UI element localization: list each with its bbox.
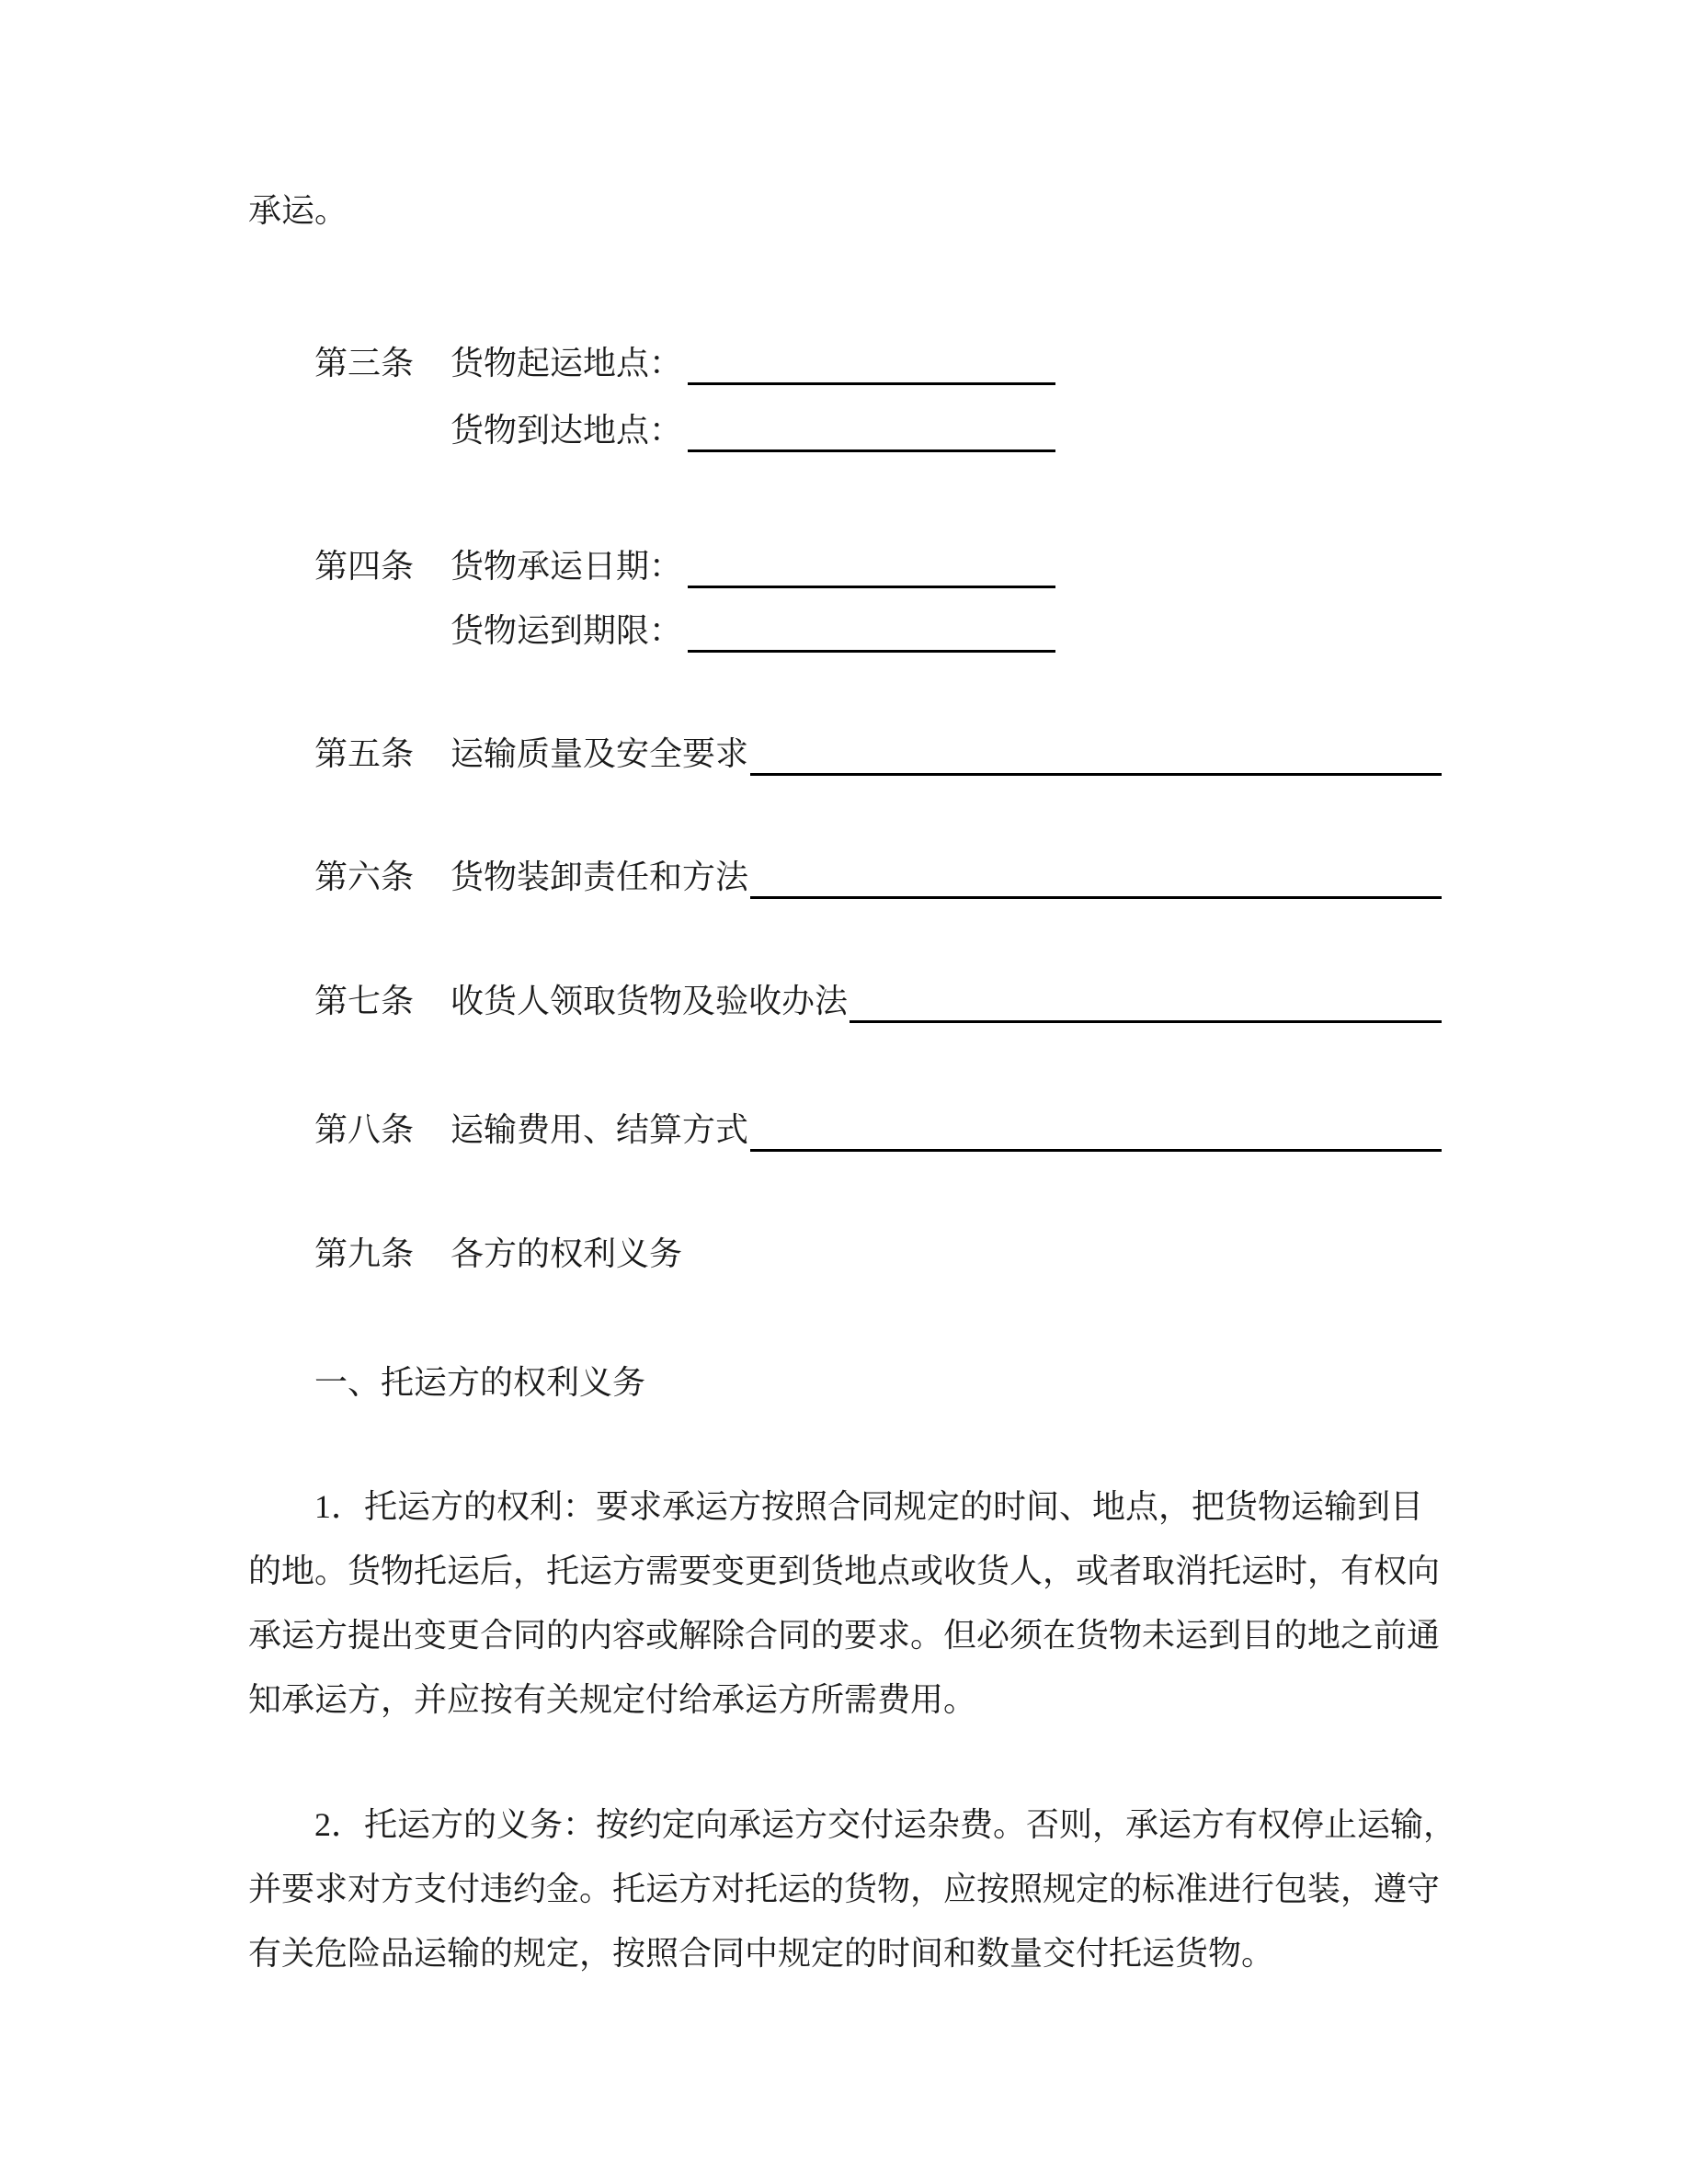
article-4-term: 第四条: [314, 548, 415, 585]
paragraph-line: 2．托运方的义务：按约定向承运方交付运杂费。否则，承运方有权停止运输，: [314, 1806, 1457, 1843]
rights-obligations-label: 各方的权利义务: [451, 1235, 683, 1272]
carriage-date-blank[interactable]: [688, 548, 1055, 588]
arrival-deadline-blank[interactable]: [688, 612, 1055, 653]
article-4-arrival-deadline-row: [314, 609, 1442, 653]
arrival-deadline-label: 货物运到期限：: [451, 612, 683, 649]
carriage-date-label: 货物承运日期：: [451, 548, 683, 585]
article-3-term: 第三条: [314, 345, 415, 381]
transport-quality-safety-label: 运输质量及安全要求: [451, 735, 749, 772]
loading-unloading-blank[interactable]: [750, 859, 1442, 899]
article-6-term: 第六条: [314, 859, 415, 895]
article-5-row: [314, 732, 1442, 776]
article-3-origin-row: [314, 341, 1442, 385]
article-7-row: [314, 979, 1442, 1023]
article-8-row: [314, 1108, 1442, 1152]
article-4: [248, 544, 1442, 653]
article-6: [248, 855, 1442, 899]
article-5: [248, 732, 1442, 776]
article-9: [248, 1232, 1442, 1276]
article-9-row: [314, 1232, 1442, 1276]
shipper-rights-paragraph: [248, 1474, 1442, 1732]
paragraph-line: 承运方提出变更合同的内容或解除合同的要求。但必须在货物未运到目的地之前通: [248, 1617, 1441, 1654]
origin-location-label: 货物起运地点：: [451, 345, 683, 381]
consignee-acceptance-label: 收货人领取货物及验收办法: [451, 983, 849, 1019]
article-7: [248, 979, 1442, 1023]
shipper-obligations-paragraph: [248, 1792, 1457, 1985]
loading-unloading-label: 货物装卸责任和方法: [451, 859, 749, 895]
paragraph-line: 的地。货物托运后，托运方需要变更到货地点或收货人，或者取消托运时，有权向: [248, 1553, 1441, 1589]
article-3: [248, 341, 1442, 452]
origin-location-blank[interactable]: [688, 345, 1055, 385]
article-4-carriage-date-row: [314, 544, 1442, 588]
article-8: [248, 1108, 1442, 1152]
shipper-section-heading: 一、托运方的权利义务: [314, 1364, 646, 1401]
article-6-row: [314, 855, 1442, 899]
article-5-term: 第五条: [314, 735, 415, 772]
article-7-term: 第七条: [314, 983, 415, 1019]
article-3-destination-row: [314, 408, 1442, 452]
paragraph-line: 1．托运方的权利：要求承运方按照合同规定的时间、地点，把货物运输到目: [314, 1488, 1424, 1525]
paragraph-line: 并要求对方支付违约金。托运方对托运的货物，应按照规定的标准进行包装，遵守: [248, 1871, 1441, 1907]
paragraph-line: 知承运方，并应按有关规定付给承运方所需费用。: [248, 1681, 977, 1718]
destination-location-blank[interactable]: [688, 412, 1055, 452]
consignee-acceptance-blank[interactable]: [850, 983, 1442, 1023]
destination-location-label: 货物到达地点：: [451, 412, 683, 449]
lead-text: 承运。: [248, 192, 348, 229]
article-9-term: 第九条: [314, 1235, 415, 1272]
article-8-term: 第八条: [314, 1111, 415, 1148]
paragraph-line: 有关危险品运输的规定，按照合同中规定的时间和数量交付托运货物。: [248, 1935, 1275, 1972]
freight-settlement-blank[interactable]: [750, 1111, 1442, 1152]
transport-quality-safety-blank[interactable]: [750, 735, 1442, 776]
freight-settlement-label: 运输费用、结算方式: [451, 1111, 749, 1148]
